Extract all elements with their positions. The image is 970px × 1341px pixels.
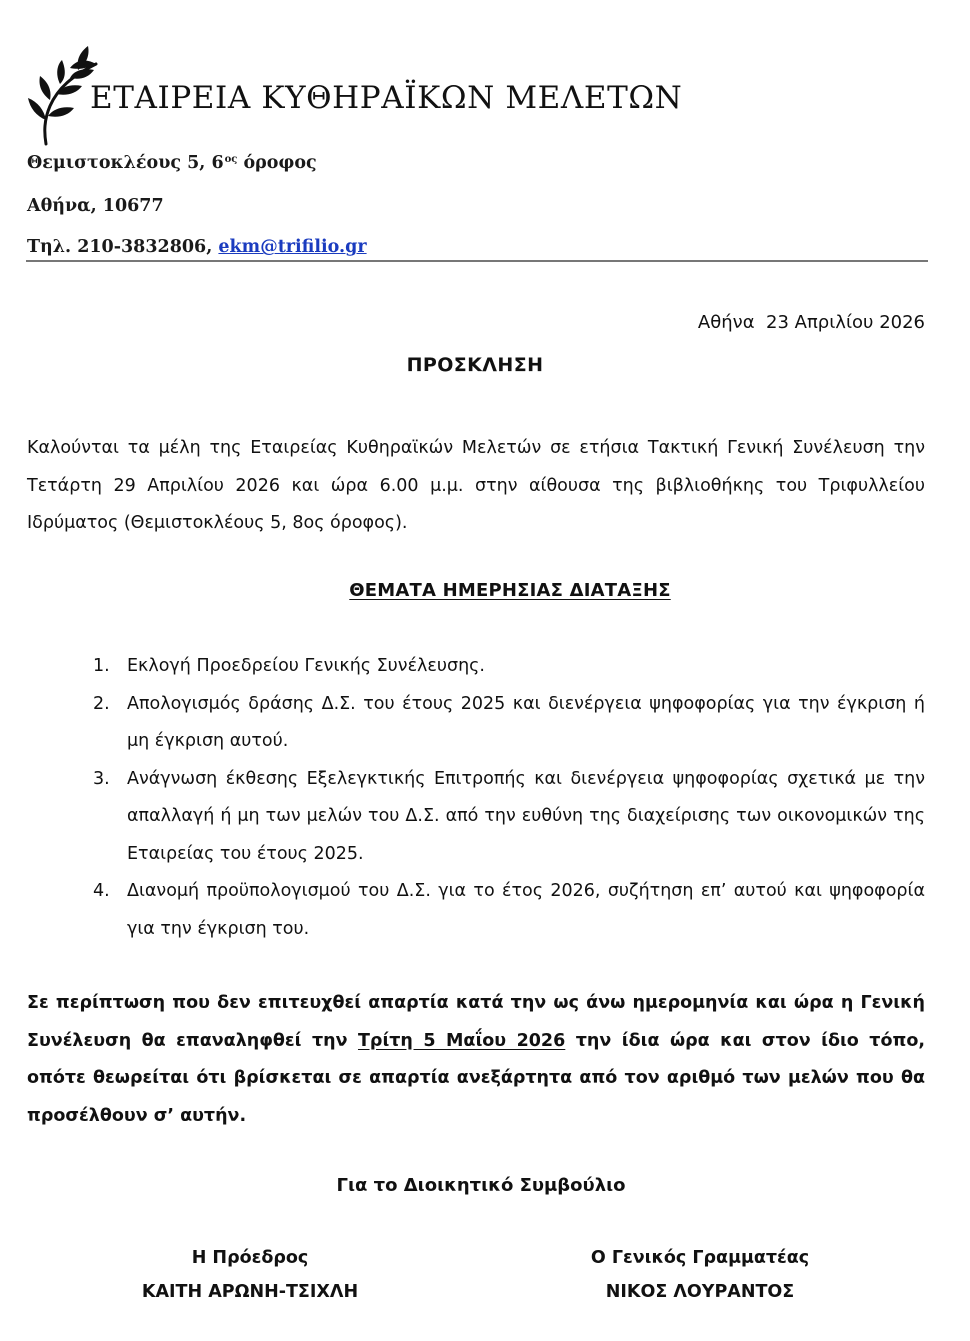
email-link[interactable]: ekm@trifilio.gr: [218, 237, 367, 257]
president-name: ΚΑΙΤΗ ΑΡΩΝΗ-ΤΣΙΧΛΗ: [141, 1282, 359, 1302]
agenda-item-text: Διανομή προϋπολογισμού του Δ.Σ. για το έτος 2026, συζήτηση επ’ αυτού και ψηφοφορία για την έγκριση του.: [127, 881, 925, 939]
board-line: Για το Διοικητικό Συμβούλιο: [336, 1175, 626, 1196]
secretary-name: ΝΙΚΟΣ ΛΟΥΡΑΝΤΟΣ: [605, 1282, 795, 1302]
quorum-notice: Σε περίπτωση που δεν επιτευχθεί απαρτία κατά την ως άνω ημερομηνία και ώρα η Γενική Συνέλευση θα επαναληφθεί την Τρίτη 5 Μαΐου 2026 την ίδια ώρα και στον ίδιο τόπο, οπότε θεωρείται ότι βρίσκεται σε απαρτία ανεξάρτητα από τον αριθμό των μελών που θα προσέλθουν σ’ αυτήν.: [27, 993, 925, 1126]
agenda-item: [88, 873, 925, 948]
agenda-heading: ΘΕΜΑΤΑ ΗΜΕΡΗΣΙΑΣ ΔΙΑΤΑΞΗΣ: [349, 580, 671, 601]
agenda-item: [88, 648, 925, 686]
header-divider: [26, 260, 928, 262]
agenda-item: [88, 761, 925, 874]
agenda-item-number: 3.: [93, 768, 110, 789]
agenda-item-text: Απολογισμός δράσης Δ.Σ. του έτους 2025 και διενέργεια ψηφοφορίας για την έγκριση ή μη έγκριση αυτού.: [127, 693, 925, 751]
president-title: Η Πρόεδρος: [191, 1248, 309, 1268]
repeat-meeting-date: Τρίτη 5 Μαΐου 2026: [357, 1030, 566, 1051]
agenda-list: [88, 648, 925, 948]
agenda-item-text: Ανάγνωση έκθεσης Εξελεγκτικής Επιτροπής και διενέργεια ψηφοφορίας σχετικά με την απαλλαγή ή μη των μελών του Δ.Σ. από την ευθύνη της διαχείρισης των οικονομικών της Εταιρείας του έτους 2025.: [127, 768, 925, 864]
address-city: Αθήνα, 10677: [27, 196, 164, 216]
intro-paragraph: Καλούνται τα μέλη της Εταιρείας Κυθηραϊκών Μελετών σε ετήσια Τακτική Γενική Συνέλευση την Τετάρτη 29 Απριλίου 2026 και ώρα 6.00 μ.μ. στην αίθουσα της βιβλιοθήκης του Τριφυλλείου Ιδρύματος (Θεμιστοκλέους 5, 8ος όροφος).: [27, 438, 925, 533]
phone-number: Τηλ. 210-3832806,: [27, 237, 219, 257]
address-street: Θεμιστοκλέους 5, $6^{o\varsigma}$ όροφος: [27, 153, 317, 173]
document-title: ΠΡΟΣΚΛΗΣΗ: [406, 354, 544, 376]
secretary-title: Ο Γενικός Γραμματέας: [590, 1248, 810, 1268]
agenda-item: [88, 686, 925, 761]
contact-line: [27, 237, 367, 257]
agenda-item-number: 2.: [93, 693, 110, 714]
organization-name: ΕΤΑΙΡΕΙΑ ΚΥΘΗΡΑΪΚΩΝ ΜΕΛΕΤΩΝ: [90, 80, 683, 116]
agenda-item-text: Εκλογή Προεδρείου Γενικής Συνέλευσης.: [127, 656, 485, 676]
agenda-item-number: 1.: [93, 656, 110, 676]
floor-superscript: ος: [224, 154, 238, 165]
document-date: Αθήνα 23 Απριλίου 2026: [697, 312, 925, 333]
agenda-item-number: 4.: [93, 881, 110, 901]
